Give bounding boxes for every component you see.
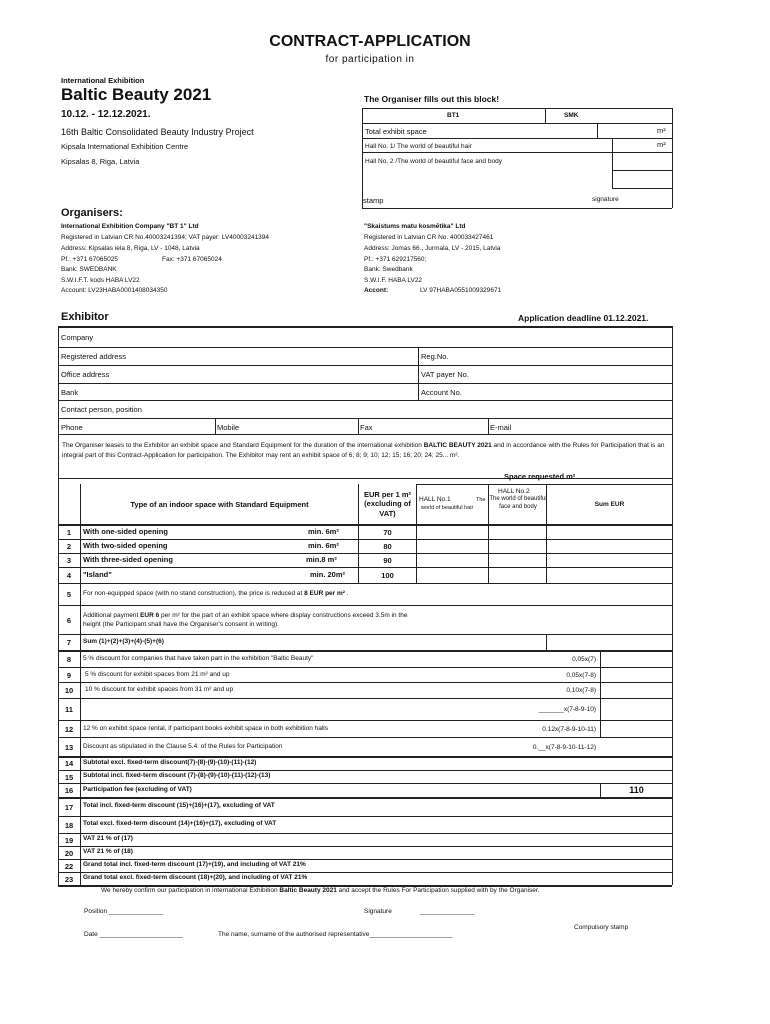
row-no: 22: [64, 861, 74, 871]
org-left-line: Bank: SWEDBANK: [61, 266, 117, 273]
total-text: Participation fee (excluding of VAT): [83, 786, 192, 793]
discount-formula: _______x(7-8-9-10): [538, 706, 596, 713]
organisers-title: Organisers:: [61, 207, 123, 219]
row-no: 2: [66, 542, 72, 551]
space-requested-header: Space requested m²: [504, 472, 576, 481]
venue-name: Kipsala International Exhibition Centre: [61, 142, 189, 151]
col-hall2-subheader: The world of beautiful face and body: [489, 496, 547, 510]
col-sum-header: Sum EUR: [594, 500, 625, 508]
org-right-line: Registered in Latvian CR No. 400033427461: [364, 234, 494, 241]
col-hall1-the: The: [476, 497, 486, 503]
space-type-price: 100: [381, 571, 394, 580]
space-type-name: With three-sided opening: [83, 555, 173, 564]
discount-text: 5 % discount for exhibit spaces from 21 m² and up: [85, 671, 230, 678]
fax-field[interactable]: Fax: [360, 423, 373, 432]
phone-field[interactable]: Phone: [61, 423, 83, 432]
org-left-line: S.W.I.F.T. kods HABA LV22: [61, 277, 140, 284]
org-left-line: Registered in Latvian CR No.40003241394; VAT payer: LV40003241394: [61, 234, 270, 241]
organiser-block-title: The Organiser fills out this block!: [364, 94, 500, 104]
discount-text: 5 % discount for companies that have taken part in the exhibition "Baltic Beauty": [83, 655, 314, 662]
row-no: 23: [64, 874, 74, 884]
space-type-min: min. 20m²: [310, 570, 346, 579]
row-no: 15: [64, 772, 74, 782]
org-right-line: Bank: Swedbank: [364, 266, 413, 273]
signature-field-label: Signature: [364, 908, 392, 915]
confirmation-exhibition: Baltic Beauty 2021: [279, 887, 337, 894]
bank-field[interactable]: Bank: [61, 388, 79, 397]
col-hall1-subheader: world of beautiful hair: [421, 505, 474, 511]
org-right-line: LV 97HABA0551009329671: [420, 287, 502, 294]
exhibition-dates: 10.12. - 12.12.2021.: [61, 109, 151, 120]
row-no: 16: [64, 786, 74, 795]
row6-text-a: Additional payment: [83, 612, 141, 619]
row-no: 1: [66, 527, 72, 537]
document-subtitle: for participation in: [325, 54, 415, 65]
space-type-name: With one-sided opening: [83, 527, 168, 536]
org-right-line: S.W.I.F. HABA LV22: [364, 277, 423, 284]
discount-formula: 0,10x(7-8): [566, 687, 596, 694]
discount-text: Discount as stipulated in the Clause 5.4. of the Rules for Participation: [83, 743, 283, 750]
org-left-line: Fax: +371 67065024: [162, 256, 222, 263]
exhibitor-title: Exhibitor: [61, 311, 109, 323]
row-no: 14: [64, 759, 74, 768]
row-no: 6: [66, 615, 72, 625]
org-right-line: Address: Jomas 66., Jurmala, LV - 2015, Latvia: [364, 245, 501, 252]
total-text: Total excl. fixed-term discount (14)+(16)+(17), excluding of VAT: [83, 820, 277, 827]
stamp-label: stamp: [363, 196, 384, 205]
total-space-label[interactable]: Total exhibit space: [365, 127, 427, 136]
row-no: 3: [66, 556, 72, 565]
row-no: 19: [64, 835, 74, 845]
space-type-price: 90: [383, 556, 392, 565]
row6-text: [83, 611, 413, 630]
project-name: 16th Baltic Consolidated Beauty Industry Project: [61, 127, 254, 137]
date-field[interactable]: Date _______________________: [84, 931, 183, 938]
contact-person-field[interactable]: Contact person, position: [61, 405, 142, 414]
discount-formula: 0.__x(7-8-9-10-11-12): [532, 743, 596, 751]
total-text: Subtotal excl. fixed-term discount(7)-(8)-(9)-(10)-(11)-(12): [83, 759, 257, 766]
discount-formula: 0,05x(7-8): [566, 671, 596, 679]
company-field[interactable]: Company: [61, 333, 94, 342]
discount-text: 10 % discount for exhibit spaces from 31 m² and up: [85, 686, 234, 693]
row5-text-a: For non-equipped space (with no stand construction), the price is reduced at: [83, 590, 305, 597]
row-no: 12: [64, 724, 74, 734]
exhibition-label: International Exhibition: [61, 76, 145, 85]
document-title: CONTRACT-APPLICATION: [269, 33, 471, 50]
row5-text-b: 8 EUR per m²: [304, 590, 345, 597]
total-text: Grand total incl. fixed-term discount (17)+(19), and including of VAT 21%: [83, 861, 306, 868]
organiser-col-smk: SMK: [564, 112, 579, 119]
confirmation-text-a: We hereby confirm our participation in international Exhibition: [101, 887, 280, 894]
venue-address: Kipsalas 8, Riga, Latvia: [61, 157, 140, 166]
discount-text: 12 % on exhibit space rental, if participant books exhibit space in both exhibition halls: [83, 725, 328, 732]
org-left-line: Address: Kipsalas iela 8, Riga, LV - 1048, Latvia: [61, 245, 200, 252]
org-right-line: Accont:: [364, 287, 389, 294]
account-no-field[interactable]: Account No.: [421, 388, 462, 397]
row-no: 18: [64, 820, 74, 830]
lease-text-part2: and in accordance with the Rules for Participation that is an integral part of this Contract-Application for participation. The Exhibitor may rent an exhibit space of 6; 8; 9; 10; 12; 15; 16; 20; 24; 25... m².: [62, 442, 665, 460]
confirmation-text: [101, 887, 540, 894]
org-right-line: Pf.: +371 629217560;: [364, 256, 427, 263]
space-type-min: min. 6m²: [308, 527, 339, 536]
lease-text-exhibition: BALTIC BEAUTY 2021: [423, 442, 492, 449]
total-text: VAT 21 % of (17): [83, 835, 133, 842]
mobile-field[interactable]: Mobile: [217, 423, 240, 432]
discount-formula: 0,05x(7): [572, 655, 596, 663]
row-no: 13: [64, 742, 74, 752]
row-no: 8: [66, 654, 72, 664]
compulsory-stamp-label: Compulsory stamp: [574, 924, 629, 931]
row-no: 4: [66, 571, 72, 580]
space-type-min: min. 6m²: [308, 541, 339, 550]
total-text: Total incl. fixed-term discount (15)+(16)+(17), excluding of VAT: [83, 802, 275, 809]
lease-text-part1: The Organiser leases to the Exhibitor an exhibit space and Standard Equipment for the duration of the international exhibition: [62, 442, 424, 449]
exhibition-name: Baltic Beauty 2021: [61, 85, 212, 104]
space-type-price: 80: [383, 542, 392, 551]
row-no: 20: [64, 848, 74, 858]
reg-no-field[interactable]: Reg.No.: [421, 352, 449, 361]
vat-no-field[interactable]: VAT payer No.: [421, 370, 469, 379]
signature-label: signature: [592, 196, 619, 203]
email-field[interactable]: E-mail: [490, 423, 512, 432]
org-right-line: "Skaistums matu kosmētika" Ltd: [364, 223, 466, 230]
hall2-label[interactable]: Hall No. 2 /The world of beautiful face and body: [365, 158, 502, 165]
row-no: 5: [66, 590, 72, 599]
row-no: 7: [66, 638, 72, 647]
row5-text-c: .: [344, 590, 349, 597]
lease-text: [62, 441, 667, 461]
org-left-line: Pf.: +371 67065025: [61, 256, 118, 263]
row6-text-b: EUR 6: [140, 612, 160, 619]
row-no: 11: [65, 705, 73, 714]
total-space-unit: m²: [657, 126, 666, 135]
org-left-line: International Exhibition Company "BT 1" Ltd: [61, 223, 199, 230]
confirmation-text-c: and accept the Rules For Participation supplied with by the Organiser.: [336, 887, 540, 894]
application-deadline: Application deadline 01.12.2021.: [518, 313, 649, 323]
signature-field[interactable]: _______________: [420, 908, 475, 915]
row5-text: [83, 590, 349, 597]
representative-name-field[interactable]: The name, surname of the authorised representative_______________________: [218, 931, 453, 938]
row-no: 17: [64, 802, 74, 812]
row7-text: Sum (1)+(2)+(3)+(4)-(5)+(6): [83, 638, 164, 645]
org-left-line: Account: LV23HABA0001408034350: [61, 287, 168, 294]
total-text: Grand total excl. fixed-term discount (18)+(20), and including of VAT 21%: [83, 874, 308, 881]
total-text: VAT 21 % of (18): [83, 848, 133, 855]
col-hall2-header: HALL No.2: [498, 488, 530, 495]
hall1-unit: m²: [657, 140, 666, 149]
total-text: Subtotal incl. fixed-term discount (7)-(8)-(9)-(10)-(11)-(12)-(13): [83, 772, 271, 779]
organiser-col-bt1: BT1: [447, 112, 460, 119]
row-no: 9: [66, 670, 72, 680]
col-hall1-header: HALL No.1: [419, 496, 451, 503]
space-type-name: With two-sided opening: [83, 541, 168, 550]
col-eur-header: EUR per 1 m² (excluding of VAT): [363, 489, 412, 518]
hall1-label[interactable]: Hall No. 1/ The world of beautiful hair: [365, 143, 472, 150]
row-no: 10: [64, 686, 74, 695]
office-address-field[interactable]: Office address: [61, 370, 110, 379]
space-type-min: min.8 m²: [306, 555, 337, 564]
discount-formula: 0.12x(7-8-9-10-11): [542, 725, 596, 733]
space-type-price: 70: [383, 527, 392, 537]
position-field[interactable]: Position _______________: [84, 908, 164, 915]
col-type-header: Type of an indoor space with Standard Equipment: [130, 499, 309, 509]
participation-fee-value: 110: [629, 785, 644, 795]
registered-address-field[interactable]: Registered address: [61, 352, 127, 361]
row6-text-c: per m² for the part of an exhibit space where display constructions exceed 3.5m in the height (the Participant shall have the Organiser's consent in writing).: [83, 612, 408, 629]
space-type-name: "Island": [83, 570, 112, 579]
